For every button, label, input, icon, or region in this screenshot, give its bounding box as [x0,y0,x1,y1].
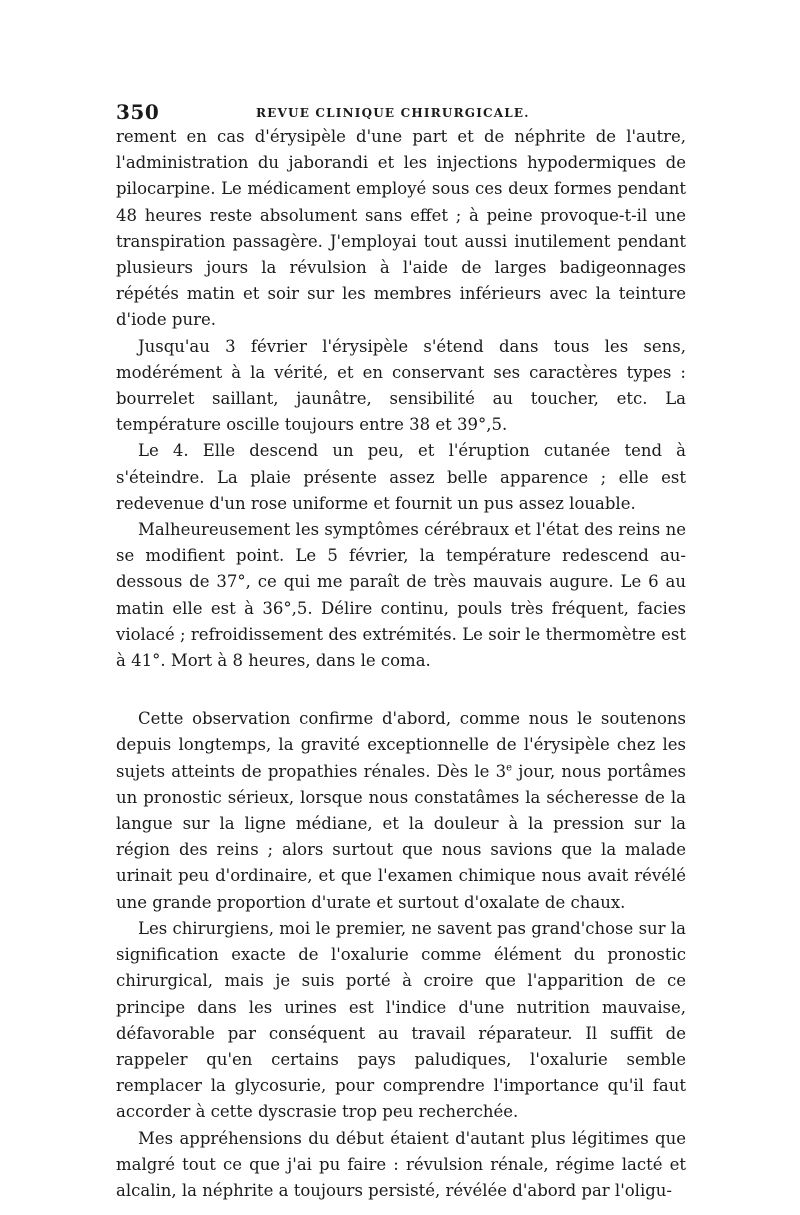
paragraph-february-4: Le 4. Elle descend un peu, et l'éruption cutanée tend à s'éteindre. La plaie présente assez belle apparence ; elle est redevenue d'un rose uniforme et fournit un pus assez louable. [116,441,686,513]
page-body [116,124,686,1204]
paragraph-outcome: Malheureusement les symptômes cérébraux et l'état des reins ne se modifient point. Le 5 février, la température redescend au-dessous de 37°, ce qui me paraît de très mauvais augure. Le 6 au matin elle est à 36°,5. Délire continu, pouls très fréquent, facies violacé ; refroidissement des extrémités. Le soir le thermomètre est à 41°. Mort à 8 heures, dans le coma. [116,520,686,671]
ordinal-superscript: e [506,762,513,774]
paragraph-february-3: Jusqu'au 3 février l'érysipèle s'étend dans tous les sens, modérément à la vérité, et en conservant ses caractères types : bourrelet saillant, jaunâtre, sensibilité au toucher, etc. La température oscille toujours entre 38 et 39°,5. [116,336,686,435]
page-header [116,100,686,124]
paragraph-oxaluria: Les chirurgiens, moi le premier, ne savent pas grand'chose sur la signification exacte de l'oxalurie comme élément du pronostic chirurgical, mais je suis porté à croire que l'apparition de ce principe dans les urines est l'indice d'une nutrition mauvaise, défavorable par conséquent au travail réparateur. Il suffit de rappeler qu'en certains pays paludiques, l'oxalurie semble remplacer la glycosurie, pour comprendre l'importance qu'il faut accorder à cette dyscrasie trop peu recherchée. [116,918,686,1122]
paragraph-apprehensions: Mes appréhensions du début étaient d'autant plus légitimes que malgré tout ce que j'ai pu faire : révulsion rénale, régime lacté et alcalin, la néphrite a toujours persisté, révélée d'abord par l'oligu- [116,1128,686,1200]
paragraph-continuation: rement en cas d'érysipèle d'une part et de néphrite de l'autre, l'administration du jaborandi et les injections hypodermiques de pilocarpine. Le médicament employé sous ces deux formes pendant 48 heures reste absolument sans effet ; à peine provoque-t-il une transpiration passagère. J'employai tout aussi inutilement pendant plusieurs jours la révulsion à l'aide de larges badigeonnages répétés matin et soir sur les membres inférieurs avec la teinture d'iode pure. [116,127,686,330]
page-number: 350 [116,100,160,124]
running-title: REVUE CLINIQUE CHIRURGICALE. [256,106,530,120]
paragraph-observation [116,706,686,916]
observation-text-end: jour, nous portâmes un pronostic sérieux, lorsque nous constatâmes la sécheresse de la langue sur la ligne médiane, et la douleur à la pression sur la région des reins ; alors surtout que nous savions que la malade urinait peu d'ordinaire, et que l'examen chimique nous avait révélé une grande proportion d'urate et surtout d'oxalate de chaux. [116,761,686,912]
observation-text-start: Cette observation confirme d'abord, comme nous le soutenons depuis longtemps, la gravité exceptionnelle de l'érysipèle chez les sujets atteints de propathies rénales. Dès le 3 [116,709,686,781]
